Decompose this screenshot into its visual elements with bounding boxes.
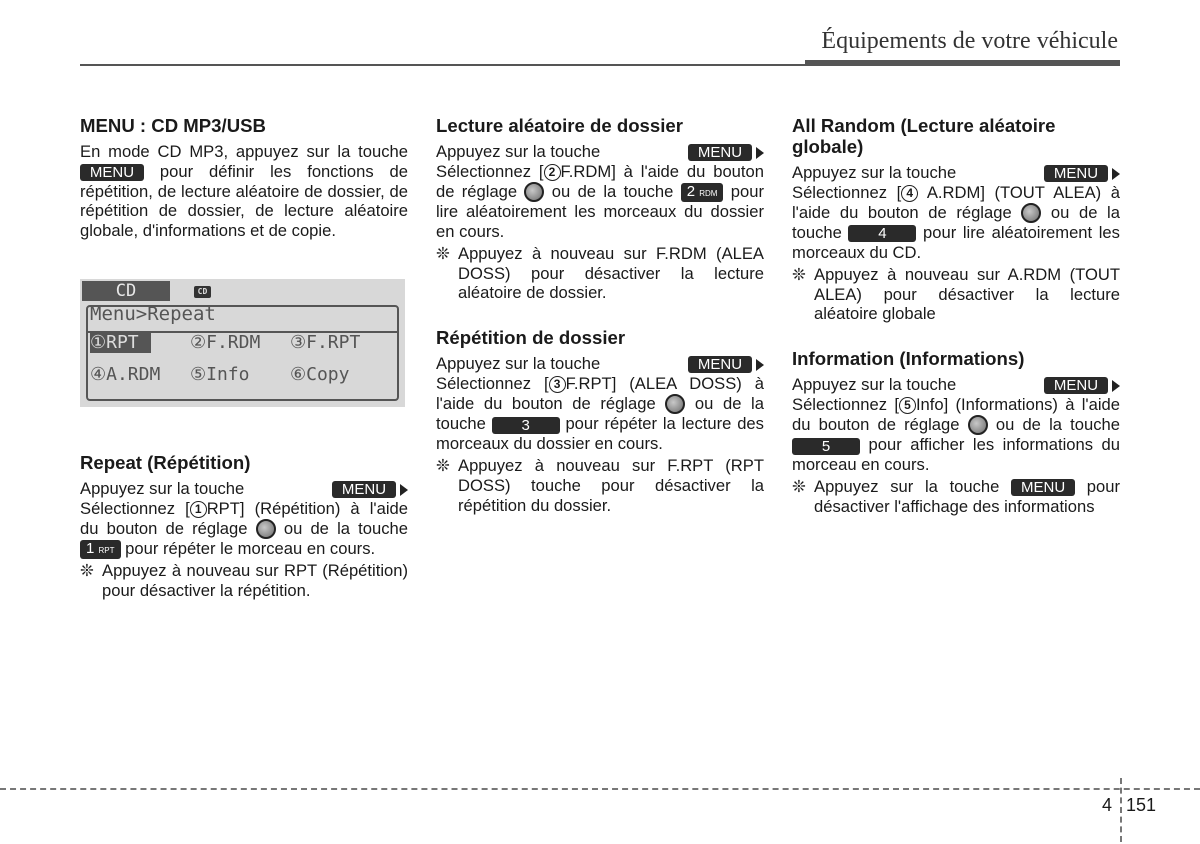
paragraph: Sélectionnez [ 3 F.RPT] (ALEA DOSS) à l'aide du bouton de réglage ou de la touche 3 pour répéter la lecture des morceaux du dossier en cours. (436, 373, 764, 454)
section-title: All Random (Lecture aléatoire globale) (792, 115, 1056, 157)
instruction-line: Appuyez sur la touche MENU (436, 354, 764, 374)
cd-badge-icon: CD (194, 286, 211, 298)
circled-4-icon: 4 (901, 185, 918, 202)
paragraph: Sélectionnez [ 1 RPT] (Répétition) à l'aide du bouton de réglage ou de la touche 1 RPT pour répéter le morceau en cours. (80, 498, 408, 559)
menu-key-icon: MENU (688, 144, 752, 161)
menu-key-icon: MENU (332, 481, 396, 498)
paragraph: Sélectionnez [ 2 F.RDM] à l'aide du bouton de réglage ou de la touche 2 RDM pour lire aléatoirement les morceaux du dossier en cours. (436, 161, 764, 241)
note-symbol-icon: ❊ (80, 561, 94, 581)
key-5-icon: 5 (792, 438, 860, 455)
lcd-title: Menu>Repeat (90, 302, 216, 325)
tune-knob-icon (1021, 203, 1041, 223)
menu-key-icon: MENU (1044, 377, 1108, 394)
arrow-right-icon (756, 359, 764, 371)
menu-key-icon: MENU (1044, 165, 1108, 182)
key-1-rpt-icon: 1 RPT (80, 540, 121, 559)
lcd-tab: CD (82, 281, 170, 301)
footer-divider (1120, 778, 1122, 842)
column-1 (80, 115, 408, 601)
section-title: Répétition de dossier (436, 327, 626, 349)
column-2 (436, 115, 764, 515)
menu-key-icon: MENU (688, 356, 752, 373)
instruction-line: Appuyez sur la touche MENU (436, 142, 764, 162)
circled-3-icon: 3 (549, 376, 566, 393)
note-symbol-icon: ❊ (436, 243, 450, 263)
paragraph: Sélectionnez [ 5 Info] (Informations) à l'aide du bouton de réglage ou de la touche 5 pour afficher les informations du morceau en cours. (792, 394, 1120, 475)
note-symbol-icon: ❊ (792, 476, 806, 496)
instruction-line: Appuyez sur la touche MENU (792, 375, 1120, 395)
section-title: Information (Informations) (792, 348, 1025, 370)
lcd-item-info: ⑤Info (190, 363, 250, 385)
section-title: Lecture aléatoire de dossier (436, 115, 683, 136)
header-rule-accent (805, 60, 1120, 66)
tune-knob-icon (524, 182, 544, 202)
circled-5-icon: 5 (899, 397, 916, 414)
lcd-item-ardm: ④A.RDM (90, 363, 161, 385)
section-title: MENU : CD MP3/USB (80, 115, 266, 136)
note-symbol-icon: ❊ (792, 264, 806, 284)
lcd-item-frdm: ②F.RDM (190, 331, 261, 353)
paragraph: En mode CD MP3, appuyez sur la touche MENU pour définir les fonctions de répétition, de lecture aléatoire de dossier, de répétition de dossier, de lecture aléatoire globale, d'informations et de copie. (80, 142, 408, 241)
circled-1-icon: 1 (190, 501, 207, 518)
lcd-item-frpt: ③F.RPT (290, 331, 361, 353)
instruction-line: Appuyez sur la touche MENU (80, 479, 408, 499)
lcd-item-copy: ⑥Copy (290, 363, 350, 385)
lcd-screen (80, 279, 405, 407)
paragraph: Sélectionnez [ 4 A.RDM] (TOUT ALEA) à l'aide du bouton de réglage ou de la touche 4 pour lire aléatoirement les morceaux du CD. (792, 182, 1120, 262)
note: ❊ Appuyez à nouveau sur RPT (Répétition) pour désactiver la répétition. (80, 561, 408, 601)
instruction-line: Appuyez sur la touche MENU (792, 163, 1120, 183)
page-number: 151 (1126, 795, 1157, 815)
column-3 (792, 115, 1120, 517)
section-title: Repeat (Répétition) (80, 451, 251, 473)
tune-knob-icon (665, 394, 685, 414)
note: ❊ Appuyez à nouveau sur F.RDM (ALEA DOSS) pour désactiver la lecture aléatoire de dossier. (436, 243, 764, 303)
tune-knob-icon (968, 415, 988, 435)
key-2-rdm-icon: 2 RDM (681, 183, 724, 202)
arrow-right-icon (1112, 168, 1120, 180)
arrow-right-icon (1112, 380, 1120, 392)
page-header-title: Équipements de votre véhicule (821, 28, 1118, 54)
menu-key-icon: MENU (80, 164, 144, 181)
note: ❊ Appuyez à nouveau sur A.RDM (TOUT ALEA) pour désactiver la lecture aléatoire globale (792, 264, 1120, 324)
tune-knob-icon (256, 519, 276, 539)
arrow-right-icon (400, 484, 408, 496)
note: ❊ Appuyez sur la touche MENU pour désactiver l'affichage des informations (792, 476, 1120, 516)
chapter-number: 4 (1102, 795, 1113, 815)
lcd-item-rpt: ①RPT (90, 333, 151, 353)
key-4-icon: 4 (848, 225, 916, 242)
arrow-right-icon (756, 147, 764, 159)
footer-rule (0, 788, 1200, 790)
key-3-icon: 3 (492, 417, 560, 434)
menu-key-icon: MENU (1011, 479, 1075, 496)
note: ❊ Appuyez à nouveau sur F.RPT (RPT DOSS) touche pour désactiver la répétition du dossier. (436, 455, 764, 515)
circled-2-icon: 2 (544, 164, 561, 181)
note-symbol-icon: ❊ (436, 455, 450, 475)
